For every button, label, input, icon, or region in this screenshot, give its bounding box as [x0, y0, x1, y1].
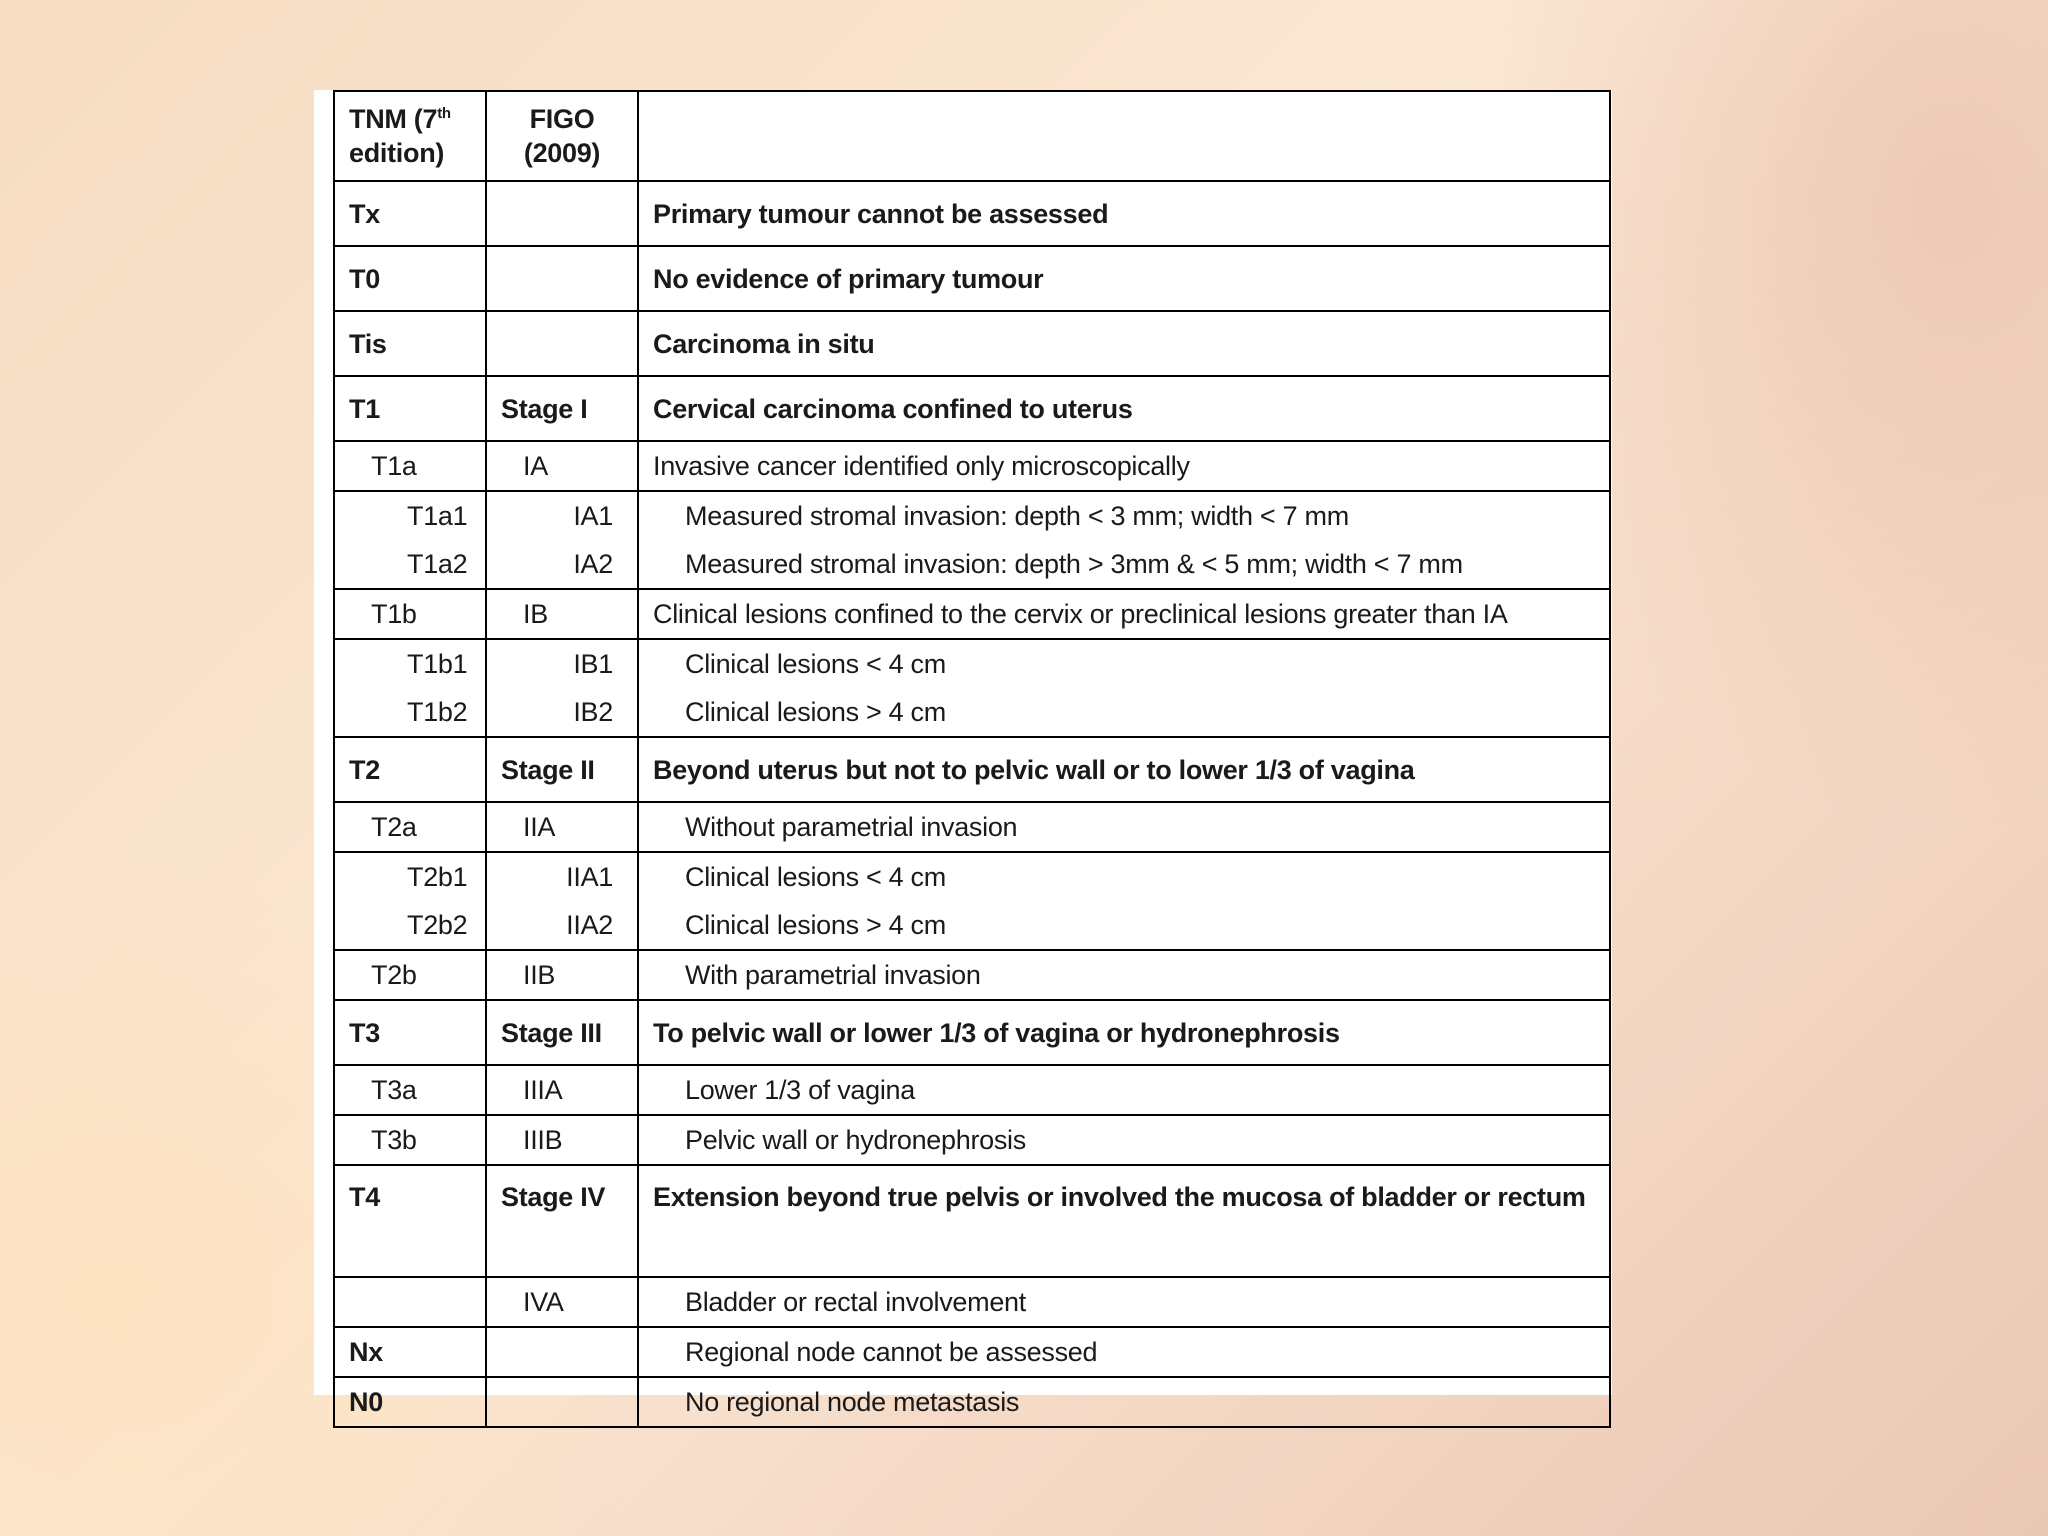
figo-cell: IA2: [486, 540, 638, 589]
tnm-cell: T3: [334, 1000, 486, 1065]
tnm-cell: Tis: [334, 311, 486, 376]
description-cell: Regional node cannot be assessed: [638, 1327, 1610, 1377]
figo-cell: IIA1: [486, 852, 638, 901]
figo-cell: IB2: [486, 688, 638, 737]
description-cell: Bladder or rectal involvement: [638, 1277, 1610, 1327]
figo-cell: [486, 311, 638, 376]
table-row: [334, 901, 1610, 950]
table-row: [334, 376, 1610, 441]
figo-cell: IB: [486, 589, 638, 639]
table-row: [334, 639, 1610, 688]
tnm-cell: T3b: [334, 1115, 486, 1165]
table-row: [334, 1065, 1610, 1115]
figo-header-line1: FIGO: [529, 104, 595, 134]
table-row: [334, 441, 1610, 491]
figo-cell: [486, 181, 638, 246]
tnm-cell: Tx: [334, 181, 486, 246]
table-row: [334, 802, 1610, 852]
table-row: [334, 852, 1610, 901]
tnm-cell: T1: [334, 376, 486, 441]
tnm-cell: T0: [334, 246, 486, 311]
figo-cell: IIIB: [486, 1115, 638, 1165]
tnm-cell: T2b: [334, 950, 486, 1000]
description-cell: Clinical lesions < 4 cm: [638, 639, 1610, 688]
description-cell: Invasive cancer identified only microscopically: [638, 441, 1610, 491]
figo-cell: IIA2: [486, 901, 638, 950]
tnm-header-line1: TNM (7: [349, 104, 438, 134]
figo-cell: IVA: [486, 1277, 638, 1327]
description-cell: With parametrial invasion: [638, 950, 1610, 1000]
description-cell: Measured stromal invasion: depth < 3 mm; width < 7 mm: [638, 491, 1610, 540]
figo-cell: IIA: [486, 802, 638, 852]
table-row: [334, 1327, 1610, 1377]
tnm-cell: T4: [334, 1165, 486, 1277]
tnm-header: [334, 91, 486, 181]
figo-cell: [486, 1327, 638, 1377]
description-cell: No evidence of primary tumour: [638, 246, 1610, 311]
description-cell: Measured stromal invasion: depth > 3mm & < 5 mm; width < 7 mm: [638, 540, 1610, 589]
tnm-cell: T1a2: [334, 540, 486, 589]
tnm-cell: N0: [334, 1377, 486, 1427]
figo-cell: IIIA: [486, 1065, 638, 1115]
table-row: [334, 1115, 1610, 1165]
tnm-cell: T1a1: [334, 491, 486, 540]
description-cell: Primary tumour cannot be assessed: [638, 181, 1610, 246]
tnm-cell: T1b2: [334, 688, 486, 737]
figo-header: [486, 91, 638, 181]
figo-cell: [486, 1377, 638, 1427]
tnm-header-line2: edition): [349, 138, 445, 168]
figo-cell: IA: [486, 441, 638, 491]
tnm-cell: T2a: [334, 802, 486, 852]
tnm-cell: T1a: [334, 441, 486, 491]
staging-table: [333, 90, 1611, 1428]
figo-cell: IB1: [486, 639, 638, 688]
description-cell: Lower 1/3 of vagina: [638, 1065, 1610, 1115]
description-cell: To pelvic wall or lower 1/3 of vagina or hydronephrosis: [638, 1000, 1610, 1065]
tnm-cell: T2b2: [334, 901, 486, 950]
description-cell: Extension beyond true pelvis or involved the mucosa of bladder or rectum: [638, 1165, 1610, 1277]
table-row: [334, 950, 1610, 1000]
figo-cell: Stage II: [486, 737, 638, 802]
description-cell: Carcinoma in situ: [638, 311, 1610, 376]
table-row: [334, 181, 1610, 246]
description-cell: Without parametrial invasion: [638, 802, 1610, 852]
header-row: [334, 91, 1610, 181]
description-cell: Beyond uterus but not to pelvic wall or to lower 1/3 of vagina: [638, 737, 1610, 802]
table-row: [334, 737, 1610, 802]
tnm-cell: [334, 1277, 486, 1327]
figo-header-line2: (2009): [523, 138, 601, 168]
table-row: [334, 1277, 1610, 1327]
tnm-cell: Nx: [334, 1327, 486, 1377]
table-row: [334, 1377, 1610, 1427]
description-cell: Cervical carcinoma confined to uterus: [638, 376, 1610, 441]
description-header: [638, 91, 1610, 181]
tnm-cell: T3a: [334, 1065, 486, 1115]
document-page: [314, 90, 1612, 1417]
table-row: [334, 688, 1610, 737]
description-cell: No regional node metastasis: [638, 1377, 1610, 1427]
table-row: [334, 589, 1610, 639]
tnm-cell: T1b: [334, 589, 486, 639]
description-cell: Pelvic wall or hydronephrosis: [638, 1115, 1610, 1165]
table-row: [334, 1165, 1610, 1277]
description-cell: Clinical lesions confined to the cervix or preclinical lesions greater than IA: [638, 589, 1610, 639]
figo-cell: Stage III: [486, 1000, 638, 1065]
description-cell: Clinical lesions > 4 cm: [638, 688, 1610, 737]
figo-cell: Stage I: [486, 376, 638, 441]
tnm-header-sup: th: [437, 105, 451, 122]
description-cell: Clinical lesions > 4 cm: [638, 901, 1610, 950]
table-row: [334, 246, 1610, 311]
table-row: [334, 311, 1610, 376]
tnm-cell: T2: [334, 737, 486, 802]
figo-cell: [486, 246, 638, 311]
figo-cell: IA1: [486, 491, 638, 540]
table-row: [334, 491, 1610, 540]
figo-cell: Stage IV: [486, 1165, 638, 1277]
description-cell: Clinical lesions < 4 cm: [638, 852, 1610, 901]
tnm-cell: T1b1: [334, 639, 486, 688]
table-row: [334, 1000, 1610, 1065]
tnm-cell: T2b1: [334, 852, 486, 901]
figo-cell: IIB: [486, 950, 638, 1000]
table-row: [334, 540, 1610, 589]
